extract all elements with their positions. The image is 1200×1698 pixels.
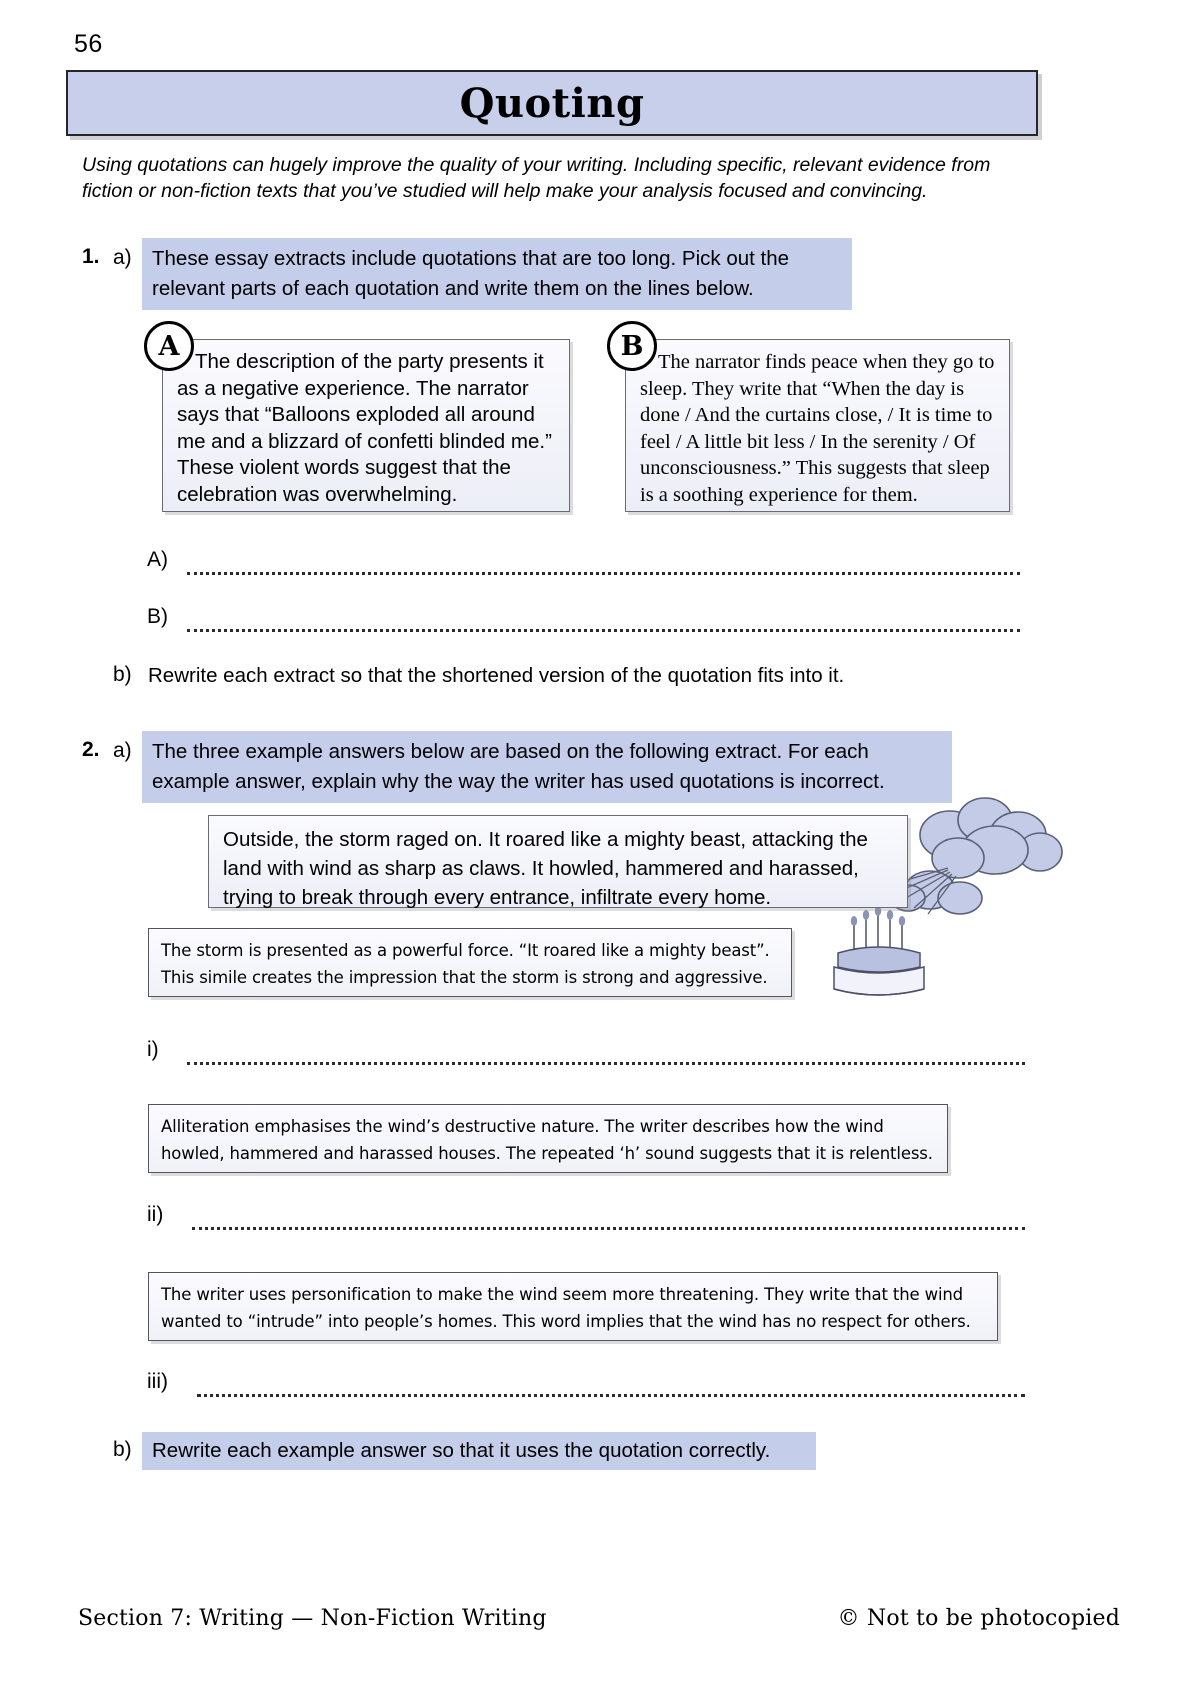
question-1b-letter: b): [113, 663, 132, 686]
extract-b-text: The narrator finds peace when they go to sleep. They write that “When the day is done / And the curtains close, / It is time to feel / A little bit less / In the serenity / Of unconsciousness.” This suggests that sleep is a soothing experience for them.: [640, 351, 995, 506]
extract-a-text: The description of the party presents it as a negative experience. The narrator says that “Balloons exploded all around me and a blizzard of confetti blinded me.” These violent words suggest that the celebration was overwhelming.: [177, 350, 552, 506]
footer-section-label: Section 7: Writing — Non-Fiction Writing: [78, 1606, 547, 1631]
question-2b-letter: b): [113, 1438, 132, 1461]
extract-label-b: B: [607, 321, 657, 371]
answer-line-label-b: B): [147, 605, 168, 628]
answer-dotted-line-iii[interactable]: [197, 1390, 1025, 1397]
answer-dotted-line-ii[interactable]: [192, 1223, 1025, 1230]
page-title: Quoting: [459, 79, 645, 127]
example-answer-box-i: The storm is presented as a powerful force. “It roared like a mighty beast”. This simile creates the impression that the storm is strong and aggressive.: [148, 928, 792, 997]
source-extract-box: Outside, the storm raged on. It roared like a mighty beast, attacking the land with wind as sharp as claws. It howled, hammered and harassed, trying to break through every entrance, infiltrate every home.: [208, 815, 908, 908]
answer-dotted-line-i[interactable]: [187, 1058, 1025, 1065]
question-1a-letter: a): [113, 246, 132, 269]
page-number: 56: [74, 30, 103, 58]
question-2-number: 2.: [82, 738, 100, 761]
question-2b-instruction: Rewrite each example answer so that it uses the quotation correctly.: [142, 1432, 816, 1470]
page-title-banner: [66, 70, 1038, 136]
answer-dotted-line-b[interactable]: [187, 625, 1020, 632]
example-answer-box-ii: Alliteration emphasises the wind’s destructive nature. The writer describes how the wind howled, hammered and harassed houses. The repeated ‘h’ sound suggests that it is relentless.: [148, 1104, 948, 1173]
extract-box-a: [162, 339, 570, 512]
extract-label-a: A: [144, 321, 194, 371]
answer-line-label-ii: ii): [147, 1203, 164, 1226]
answer-dotted-line-a[interactable]: [187, 568, 1020, 575]
example-answer-box-iii: The writer uses personification to make the wind seem more threatening. They write that the wind wanted to “intrude” into people’s homes. This word implies that the wind has no respect for others.: [148, 1272, 998, 1341]
question-1a-instruction: These essay extracts include quotations that are too long. Pick out the relevant parts of each quotation and write them on the lines below.: [142, 238, 852, 310]
answer-line-label-i: i): [147, 1038, 159, 1061]
question-2a-instruction: The three example answers below are based on the following extract. For each example answer, explain why the way the writer has used quotations is incorrect.: [142, 731, 952, 803]
extract-box-b: [625, 339, 1010, 512]
question-1b-instruction: Rewrite each extract so that the shortened version of the quotation fits into it.: [148, 664, 845, 687]
answer-line-label-a: A): [147, 548, 168, 571]
question-1-number: 1.: [82, 245, 100, 268]
footer-copyright: © Not to be photocopied: [837, 1606, 1120, 1631]
answer-line-label-iii: iii): [147, 1370, 168, 1393]
intro-paragraph: Using quotations can hugely improve the quality of your writing. Including specific, relevant evidence from fiction or non-fiction texts that you’ve studied will help make your analysis focused and convincing.: [82, 154, 991, 202]
question-2a-letter: a): [113, 739, 132, 762]
birthday-cake-icon: [828, 905, 938, 1005]
